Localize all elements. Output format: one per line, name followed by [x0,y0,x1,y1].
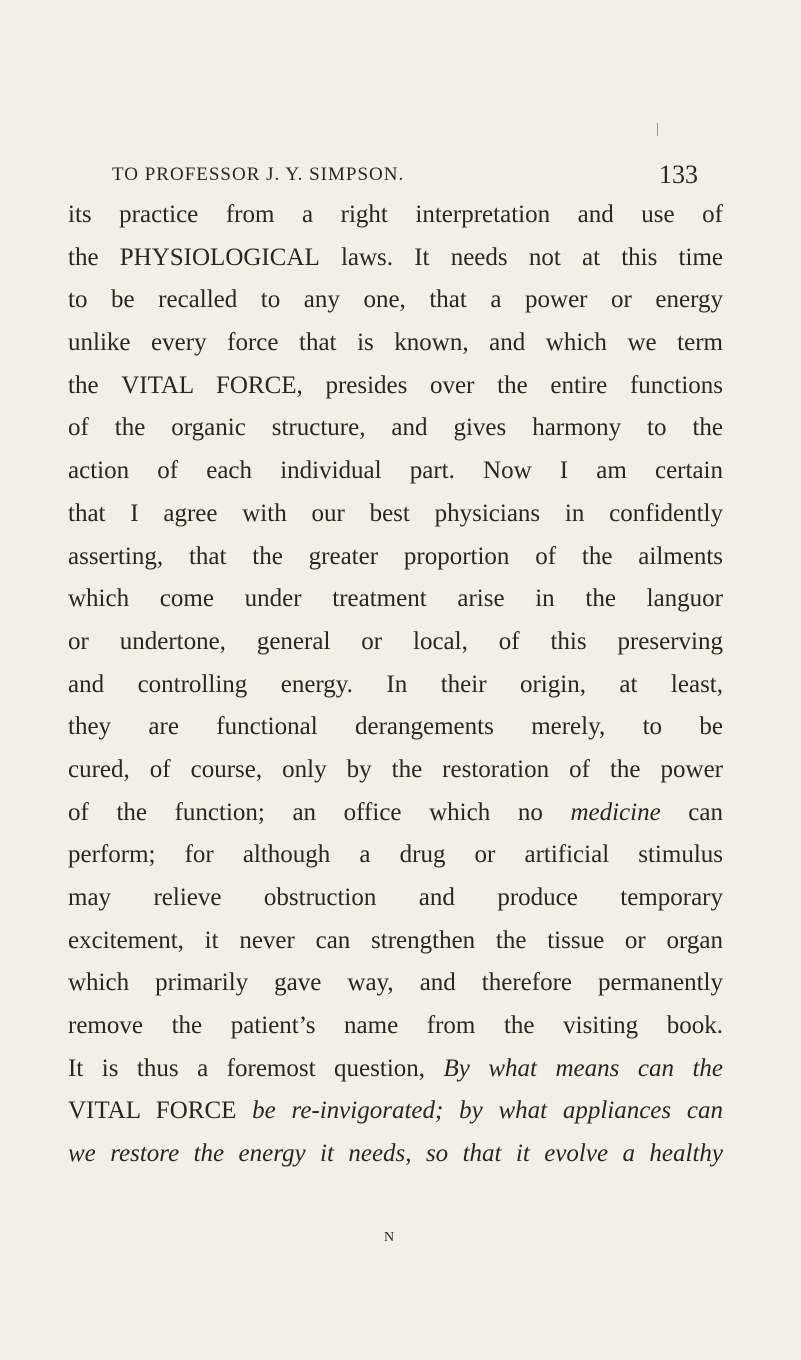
italic-question: we restore the energy it needs, so that it evolve a healthy [68,1140,723,1168]
text-span: the [68,371,122,399]
page-number: 133 [659,160,698,189]
text-line [68,621,723,664]
text-line [68,962,723,1005]
small-caps-term: VITAL FORCE [121,371,297,399]
text-span: action of each individual part. Now I am certain [68,457,723,485]
text-line [68,322,723,365]
text-span: can [660,798,723,826]
text-span: It is thus a foremost question, [68,1054,444,1082]
text-line [68,920,723,963]
text-span: laws. It needs not at this time [319,243,723,271]
body-text [68,194,723,1176]
text-span: asserting, that the greater proportion of the ailments [68,542,723,570]
text-line [68,194,723,237]
text-line [68,578,723,621]
text-line [68,1005,723,1048]
text-line [68,877,723,920]
text-line [68,279,723,322]
text-span: of the function; an office which no [68,798,571,826]
text-line [68,1048,723,1091]
text-span: perform; for although a drug or artificial stimulus [68,841,723,869]
text-span: the [68,243,120,271]
text-span: unlike every force that is known, and which we term [68,329,723,357]
text-line [68,749,723,792]
text-span: remove the patient’s name from the visiting book. [68,1012,723,1040]
text-line [68,1133,723,1176]
text-span: , presides over the entire functions [296,371,723,399]
text-span: cured, of course, only by the restoration of the power [68,755,723,783]
text-line [68,365,723,408]
small-caps-term: PHYSIOLOGICAL [119,243,320,271]
text-line [68,493,723,536]
text-line [68,237,723,280]
text-span: of the organic structure, and gives harmony to the [68,414,723,442]
italic-term: medicine [570,798,661,826]
text-span: that I agree with our best physicians in confidently [68,499,723,527]
text-span: may relieve obstruction and produce temporary [68,884,723,911]
text-span: to be recalled to any one, that a power or energy [68,286,723,314]
margin-mark [657,123,658,136]
italic-question: By what means can the [443,1054,723,1082]
text-line [68,1090,723,1133]
text-line [68,792,723,835]
text-span: and controlling energy. In their origin, at least, [68,670,723,698]
text-span [236,1097,252,1124]
text-line [68,834,723,877]
text-span: which come under treatment arise in the languor [68,585,723,613]
text-span: excitement, it never can strengthen the tissue or organ [68,926,723,954]
text-line [68,450,723,493]
text-line [68,536,723,579]
text-line [68,706,723,749]
text-span: which primarily gave way, and therefore permanently [68,969,723,997]
text-span: or undertone, general or local, of this preserving [68,627,723,655]
italic-question: be re-invigorated; by what appliances can [252,1097,723,1125]
text-line [68,407,723,450]
text-span: they are functional derangements merely, to be [68,713,723,741]
running-header [112,160,698,192]
small-caps-term: VITAL FORCE [68,1097,237,1125]
running-title: TO PROFESSOR J. Y. SIMPSON. [112,164,405,185]
text-line [68,664,723,707]
text-span: its practice from a right interpretation and use of [68,201,723,228]
signature-mark: N [384,1230,395,1245]
